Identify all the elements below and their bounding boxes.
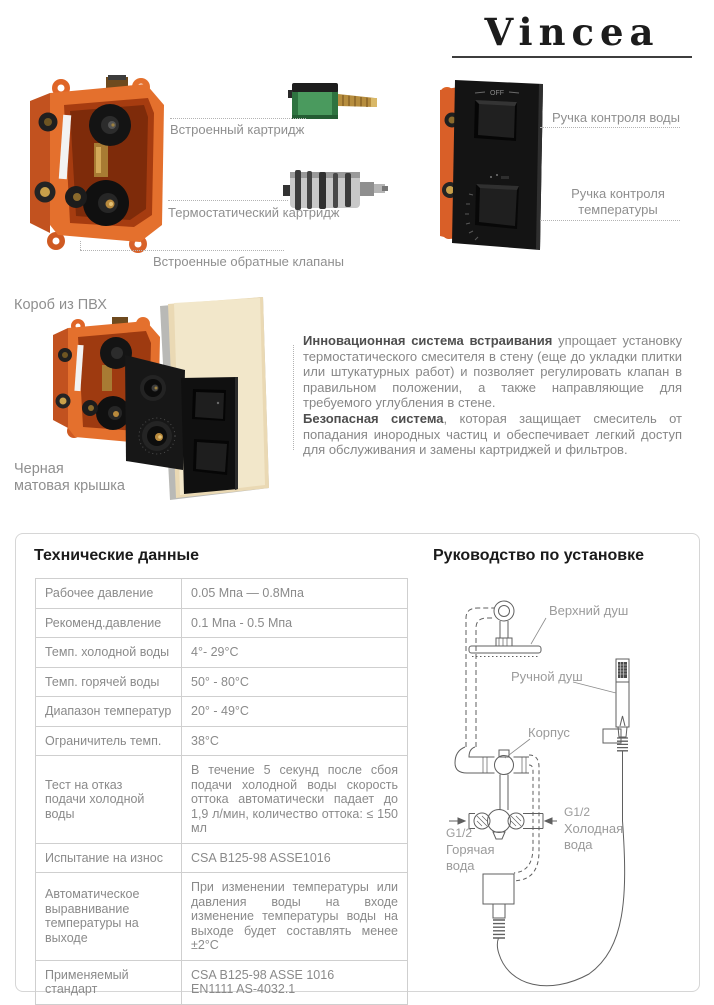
spec-value: В течение 5 секунд после сбоя подачи холодной воды скорость оттока автоматически падает до 1,9 л/мин, количество оттока: ≤ 150 мл bbox=[182, 756, 408, 844]
label-hot-water-1: Горячая bbox=[446, 842, 495, 857]
spec-name: Рабочее давление bbox=[36, 579, 182, 609]
leader-thermo-cartridge bbox=[168, 200, 288, 201]
leader-check-valves-v bbox=[80, 241, 81, 250]
specs-title: Технические данные bbox=[34, 547, 200, 564]
spec-value: 50° - 80°C bbox=[182, 667, 408, 697]
label-hot-size: G1/2 bbox=[446, 826, 473, 840]
spec-value: 38°C bbox=[182, 726, 408, 756]
diagram-labels bbox=[446, 603, 628, 873]
spec-name: Рекоменд.давление bbox=[36, 608, 182, 638]
rough-in-box-drawing bbox=[30, 75, 164, 253]
leader-check-valves-h bbox=[80, 250, 284, 251]
green-cartridge-drawing bbox=[288, 83, 377, 119]
spec-value: CSA B125-98 ASSE1016 bbox=[182, 843, 408, 873]
label-pvc-box: Короб из ПВХ bbox=[14, 297, 107, 313]
spec-name: Автоматическое выравнивание температуры на выходе bbox=[36, 873, 182, 961]
installation-diagram bbox=[429, 586, 701, 988]
guide-title: Руководство по установке bbox=[433, 547, 645, 564]
brand-logo bbox=[452, 10, 692, 58]
label-temp-handle: Ручка контроля температуры bbox=[571, 186, 665, 217]
diagram-pipes bbox=[449, 601, 629, 986]
spec-row bbox=[36, 579, 408, 609]
label-water-handle: Ручка контроля воды bbox=[551, 110, 680, 125]
spec-row bbox=[36, 697, 408, 727]
spec-name: Темп. горячей воды bbox=[36, 667, 182, 697]
spec-row bbox=[36, 667, 408, 697]
label-cold-size: G1/2 bbox=[564, 805, 591, 819]
label-black-cover: Черная матовая крышка bbox=[14, 461, 125, 494]
spec-name: Ограничитель темп. bbox=[36, 726, 182, 756]
leader-built-in-cartridge bbox=[170, 118, 306, 119]
spec-row bbox=[36, 960, 408, 1004]
spec-value: 0.05 Мпа — 0.8Мпа bbox=[182, 579, 408, 609]
paragraph-innovation bbox=[303, 333, 682, 411]
label-built-in-cartridge: Встроенный картридж bbox=[170, 122, 305, 137]
spec-row bbox=[36, 726, 408, 756]
specs-table bbox=[35, 578, 408, 1005]
brand-logo-text: Vincea bbox=[484, 10, 660, 54]
panel-off-text: OFF bbox=[490, 90, 504, 97]
spec-row bbox=[36, 843, 408, 873]
control-panel-drawing bbox=[440, 80, 543, 250]
spec-row bbox=[36, 873, 408, 961]
spec-name: Диапазон температур bbox=[36, 697, 182, 727]
specs-table-body bbox=[36, 579, 408, 1005]
spec-value: 4°- 29°C bbox=[182, 638, 408, 668]
label-hand-shower: Ручной душ bbox=[511, 669, 583, 684]
specs-panel bbox=[15, 533, 700, 996]
label-thermo-cartridge: Термостатический картридж bbox=[168, 205, 340, 220]
spec-value: 0.1 Мпа - 0.5 Мпа bbox=[182, 608, 408, 638]
paragraph-safety-text: , которая защищает смеситель от попадания инородных частиц и обеспечивает легкий доступ для обслуживания и замены картриджей и фильтров. bbox=[303, 410, 683, 458]
label-body: Корпус bbox=[528, 725, 570, 740]
label-top-shower: Верхний душ bbox=[549, 603, 629, 618]
spec-name: Применяемый стандарт bbox=[36, 960, 182, 1004]
control-panel-image bbox=[435, 72, 550, 267]
label-check-valves: Встроенные обратные клапаны bbox=[153, 254, 344, 269]
spec-value: 20° - 49°C bbox=[182, 697, 408, 727]
label-hot-water-2: вода bbox=[446, 858, 475, 873]
brand-logo-underline bbox=[452, 56, 692, 58]
rough-in-box-image bbox=[28, 75, 178, 265]
spec-value: При изменении температуры или давления воды на входе изменение температуры воды на выходе будет составлять менее ±2°C bbox=[182, 873, 408, 961]
spec-name: Темп. холодной воды bbox=[36, 638, 182, 668]
paragraph-innovation-text: упрощает установку термостатического смесителя в стену (еще до укладки плитки или штукатурных работ) и позволяет регулировать клапан в правильном положении, а также направляющие для требуемого углубления в стене. bbox=[303, 333, 682, 411]
spec-name: Испытание на износ bbox=[36, 843, 182, 873]
paragraph-innovation-lead: Инновационная система встраивания bbox=[303, 333, 553, 348]
description-block bbox=[303, 333, 682, 458]
spec-row bbox=[36, 608, 408, 638]
label-cold-water-1: Холодная bbox=[564, 821, 624, 836]
spec-value: CSA B125-98 ASSE 1016 EN1111 AS-4032.1 bbox=[182, 960, 408, 1004]
leader-water-handle bbox=[540, 127, 680, 128]
spec-name: Тест на отказ подачи холодной воды bbox=[36, 756, 182, 844]
thermo-cartridge-drawing bbox=[283, 170, 388, 210]
divider-dotted bbox=[293, 345, 294, 450]
label-cold-water-2: вода bbox=[564, 837, 593, 852]
spec-row bbox=[36, 756, 408, 844]
paragraph-safety bbox=[303, 411, 682, 458]
leader-temp-handle bbox=[540, 220, 680, 221]
paragraph-safety-lead: Безопасная система bbox=[303, 410, 444, 426]
spec-row bbox=[36, 638, 408, 668]
